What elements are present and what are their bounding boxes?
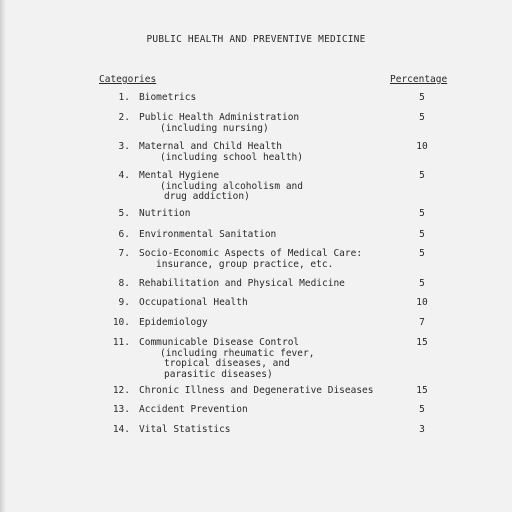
row-percentage: 5: [419, 112, 425, 123]
category-detail: (including nursing): [160, 122, 269, 134]
row-percentage: 5: [419, 208, 425, 219]
category-name: Epidemiology: [139, 317, 208, 328]
category-detail: (including alcoholism and: [160, 180, 303, 192]
row-label: [139, 386, 374, 397]
category-detail: insurance, group practice, etc.: [156, 258, 334, 270]
category-detail: (including school health): [160, 151, 303, 163]
row-number: 3.: [118, 141, 130, 152]
row-number: 10.: [112, 317, 130, 328]
category-detail: parasitic diseases): [164, 368, 273, 380]
row-number: 4.: [118, 170, 130, 181]
row-percentage: 15: [416, 385, 428, 396]
row-label: [139, 405, 248, 416]
category-name: Communicable Disease Control: [139, 337, 300, 348]
row-label: [139, 209, 190, 220]
row-percentage: 5: [419, 229, 425, 240]
category-detail: (including rheumatic fever,: [160, 347, 315, 359]
percentage-header: Percentage: [390, 74, 448, 85]
row-label: [139, 318, 208, 329]
category-name: Chronic Illness and Degenerative Diseases: [139, 385, 374, 396]
category-detail: drug addiction): [164, 191, 250, 202]
category-name: Public Health Administration: [139, 112, 300, 123]
category-name: Occupational Health: [139, 297, 248, 308]
row-percentage: 5: [419, 170, 425, 181]
categories-header: Categories: [99, 74, 157, 85]
row-number: 12.: [112, 385, 130, 396]
row-label: [139, 249, 362, 270]
row-number: 13.: [112, 404, 130, 415]
row-label: [139, 298, 248, 309]
category-name: Accident Prevention: [139, 404, 248, 415]
category-name: Vital Statistics: [139, 424, 231, 435]
row-percentage: 10: [416, 297, 428, 308]
row-percentage: 10: [416, 141, 428, 152]
row-number: 2.: [118, 112, 130, 123]
row-number: 6.: [118, 229, 130, 240]
row-number: 1.: [118, 92, 130, 103]
page-title: PUBLIC HEALTH AND PREVENTIVE MEDICINE: [146, 34, 366, 45]
row-label: [139, 142, 303, 163]
row-label: [139, 171, 303, 203]
row-percentage: 5: [419, 92, 425, 103]
row-label: [139, 93, 196, 104]
row-number: 14.: [112, 424, 130, 435]
row-percentage: 5: [419, 404, 425, 415]
category-name: Rehabilitation and Physical Medicine: [139, 278, 345, 289]
row-label: [139, 113, 299, 134]
category-name: Environmental Sanitation: [139, 229, 277, 240]
row-percentage: 5: [419, 248, 425, 259]
row-percentage: 7: [419, 317, 425, 328]
category-name: Mental Hygiene: [139, 170, 220, 181]
row-label: [139, 425, 231, 436]
row-number: 9.: [118, 297, 130, 308]
category-name: Socio-Economic Aspects of Medical Care:: [139, 248, 363, 259]
category-name: Nutrition: [139, 208, 191, 219]
row-label: [139, 279, 345, 290]
row-number: 8.: [118, 278, 130, 289]
category-detail: tropical diseases, and: [164, 358, 290, 369]
page-edge-shadow: [0, 0, 6, 512]
category-name: Biometrics: [139, 92, 197, 103]
row-number: 11.: [112, 337, 130, 348]
row-label: [139, 230, 276, 241]
row-number: 5.: [118, 208, 130, 219]
category-name: Maternal and Child Health: [139, 141, 282, 152]
row-label: [139, 338, 314, 380]
row-percentage: 15: [416, 337, 428, 348]
row-percentage: 5: [419, 278, 425, 289]
row-percentage: 3: [419, 424, 425, 435]
row-number: 7.: [118, 248, 130, 259]
